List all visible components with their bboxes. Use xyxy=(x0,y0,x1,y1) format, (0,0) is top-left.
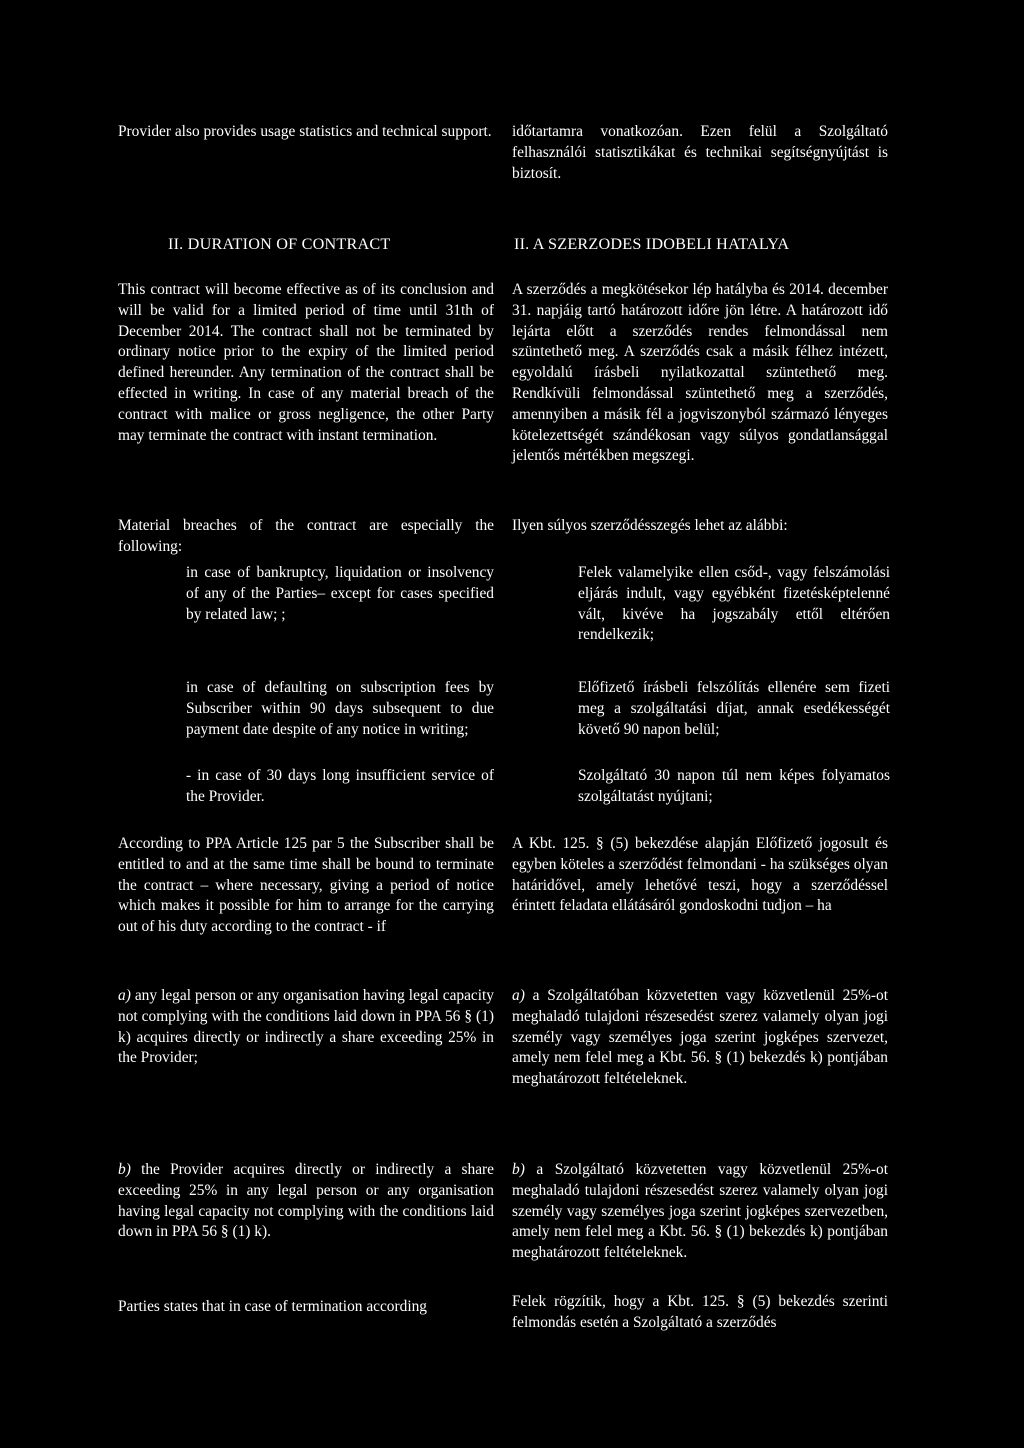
left-clause-a xyxy=(118,986,494,1069)
left-intro: Provider also provides usage statistics and technical support. xyxy=(118,123,492,140)
right-intro: időtartamra vonatkozóan. Ezen felül a Szolgáltató felhasználói statisztikákat és technikai segítségnyújtást is biztosít. xyxy=(512,123,888,182)
left-breach-item-3: - in case of 30 days long insufficient service of the Provider. xyxy=(186,767,494,805)
left-breach-item-1: in case of bankruptcy, liquidation or insolvency of any of the Parties– except for cases specified by related law; ; xyxy=(186,564,494,623)
right-termination-paragraph: Felek rögzítik, hogy a Kbt. 125. § (5) bekezdés szerinti felmondás esetén a Szolgáltató a szerződés xyxy=(512,1293,888,1331)
left-ppa-paragraph: According to PPA Article 125 par 5 the Subscriber shall be entitled to and at the same time shall be bound to terminate the contract – where necessary, giving a period of notice which makes it possible for him to arrange for the carrying out of his duty according to the contract - if xyxy=(118,835,494,936)
left-clause-a-label: a) xyxy=(118,987,131,1004)
right-clause-b-text: a Szolgáltató közvetetten vagy közvetlenül 25%-ot meghaladó tulajdoni részesedést szerez valamely olyan jogi személy vagy személyes joga szerint jogképes szervezetben, amely nem felel meg a Kbt. 56. § (1) bekezdés k) pontjában meghatározott feltételeknek. xyxy=(512,1161,888,1262)
left-breach-item-2: in case of defaulting on subscription fees by Subscriber within 90 days subsequent to due payment date despite of any notice in writing; xyxy=(186,679,494,738)
right-kbt-paragraph: A Kbt. 125. § (5) bekezdése alapján Előfizető jogosult és egyben köteles a szerződést felmondani - ha szükséges olyan határidővel, amely lehetővé teszi, hogy a szerződéssel érintett feladata ellátásáról gondoskodni tudjon – ha xyxy=(512,835,888,915)
right-section-heading: II. A SZERZODES IDOBELI HATALYA xyxy=(514,235,790,253)
right-clause-b-label: b) xyxy=(512,1161,525,1178)
left-clause-b-label: b) xyxy=(118,1161,131,1178)
right-clause-a-text: a Szolgáltatóban közvetetten vagy közvetlenül 25%-ot meghaladó tulajdoni részesedést szerez valamely olyan jogi személy vagy személyes joga szerint jogképes szervezet, amely nem felel meg a Kbt. 56. § (1) bekezdés k) pontjában meghatározott feltételeknek. xyxy=(512,987,888,1088)
right-breaches-intro: Ilyen súlyos szerződésszegés lehet az alábbi: xyxy=(512,517,788,534)
left-termination-paragraph: Parties states that in case of termination according xyxy=(118,1298,427,1315)
right-duration-paragraph: A szerződés a megkötésekor lép hatályba és 2014. december 31. napjáig tartó határozott időre jön létre. A határozott idő lejárta előtt a szerződés rendes felmondással nem szüntethető meg. A szerződés csak a másik félhez intézett, egyoldalú írásbeli nyilatkozattal szüntethető meg. Rendkívüli felmondással szüntethető meg a szerződés, amennyiben a másik fél a jogviszonyból származó lényeges kötelezettségét szándékosan vagy súlyos gondatlansággal jelentős mértékben megszegi. xyxy=(512,281,888,465)
left-section-heading: II. DURATION OF CONTRACT xyxy=(168,235,391,253)
right-breach-item-2: Előfizető írásbeli felszólítás ellenére sem fizeti meg a szolgáltatási díjat, annak esedékességét követő 90 napon belül; xyxy=(578,679,890,738)
right-clause-b xyxy=(512,1160,888,1264)
right-clause-a-label: a) xyxy=(512,987,525,1004)
right-breach-item-3: Szolgáltató 30 napon túl nem képes folyamatos szolgáltatást nyújtani; xyxy=(578,767,890,805)
left-breaches-intro: Material breaches of the contract are especially the following: xyxy=(118,517,494,555)
right-clause-a xyxy=(512,986,888,1090)
left-clause-a-text: any legal person or any organisation having legal capacity not complying with the conditions laid down in PPA 56 § (1) k) acquires directly or indirectly a share exceeding 25% in the Provider; xyxy=(118,987,494,1067)
right-breach-item-1: Felek valamelyike ellen csőd-, vagy felszámolási eljárás indult, vagy egyébként fizetésképtelenné vált, kivéve ha jogszabály ettől eltérően rendelkezik; xyxy=(578,564,890,644)
left-clause-b xyxy=(118,1160,494,1243)
left-clause-b-text: the Provider acquires directly or indirectly a share exceeding 25% in any legal person or any organisation having legal capacity not complying with the conditions laid down in PPA 56 § (1) k). xyxy=(118,1161,494,1241)
left-duration-paragraph: This contract will become effective as of its conclusion and will be valid for a limited period of time until 31th of December 2014. The contract shall not be terminated by ordinary notice prior to the expiry of the limited period defined hereunder. Any termination of the contract shall be effected in writing. In case of any material breach of the contract with malice or gross negligence, the other Party may terminate the contract with instant termination. xyxy=(118,281,494,444)
